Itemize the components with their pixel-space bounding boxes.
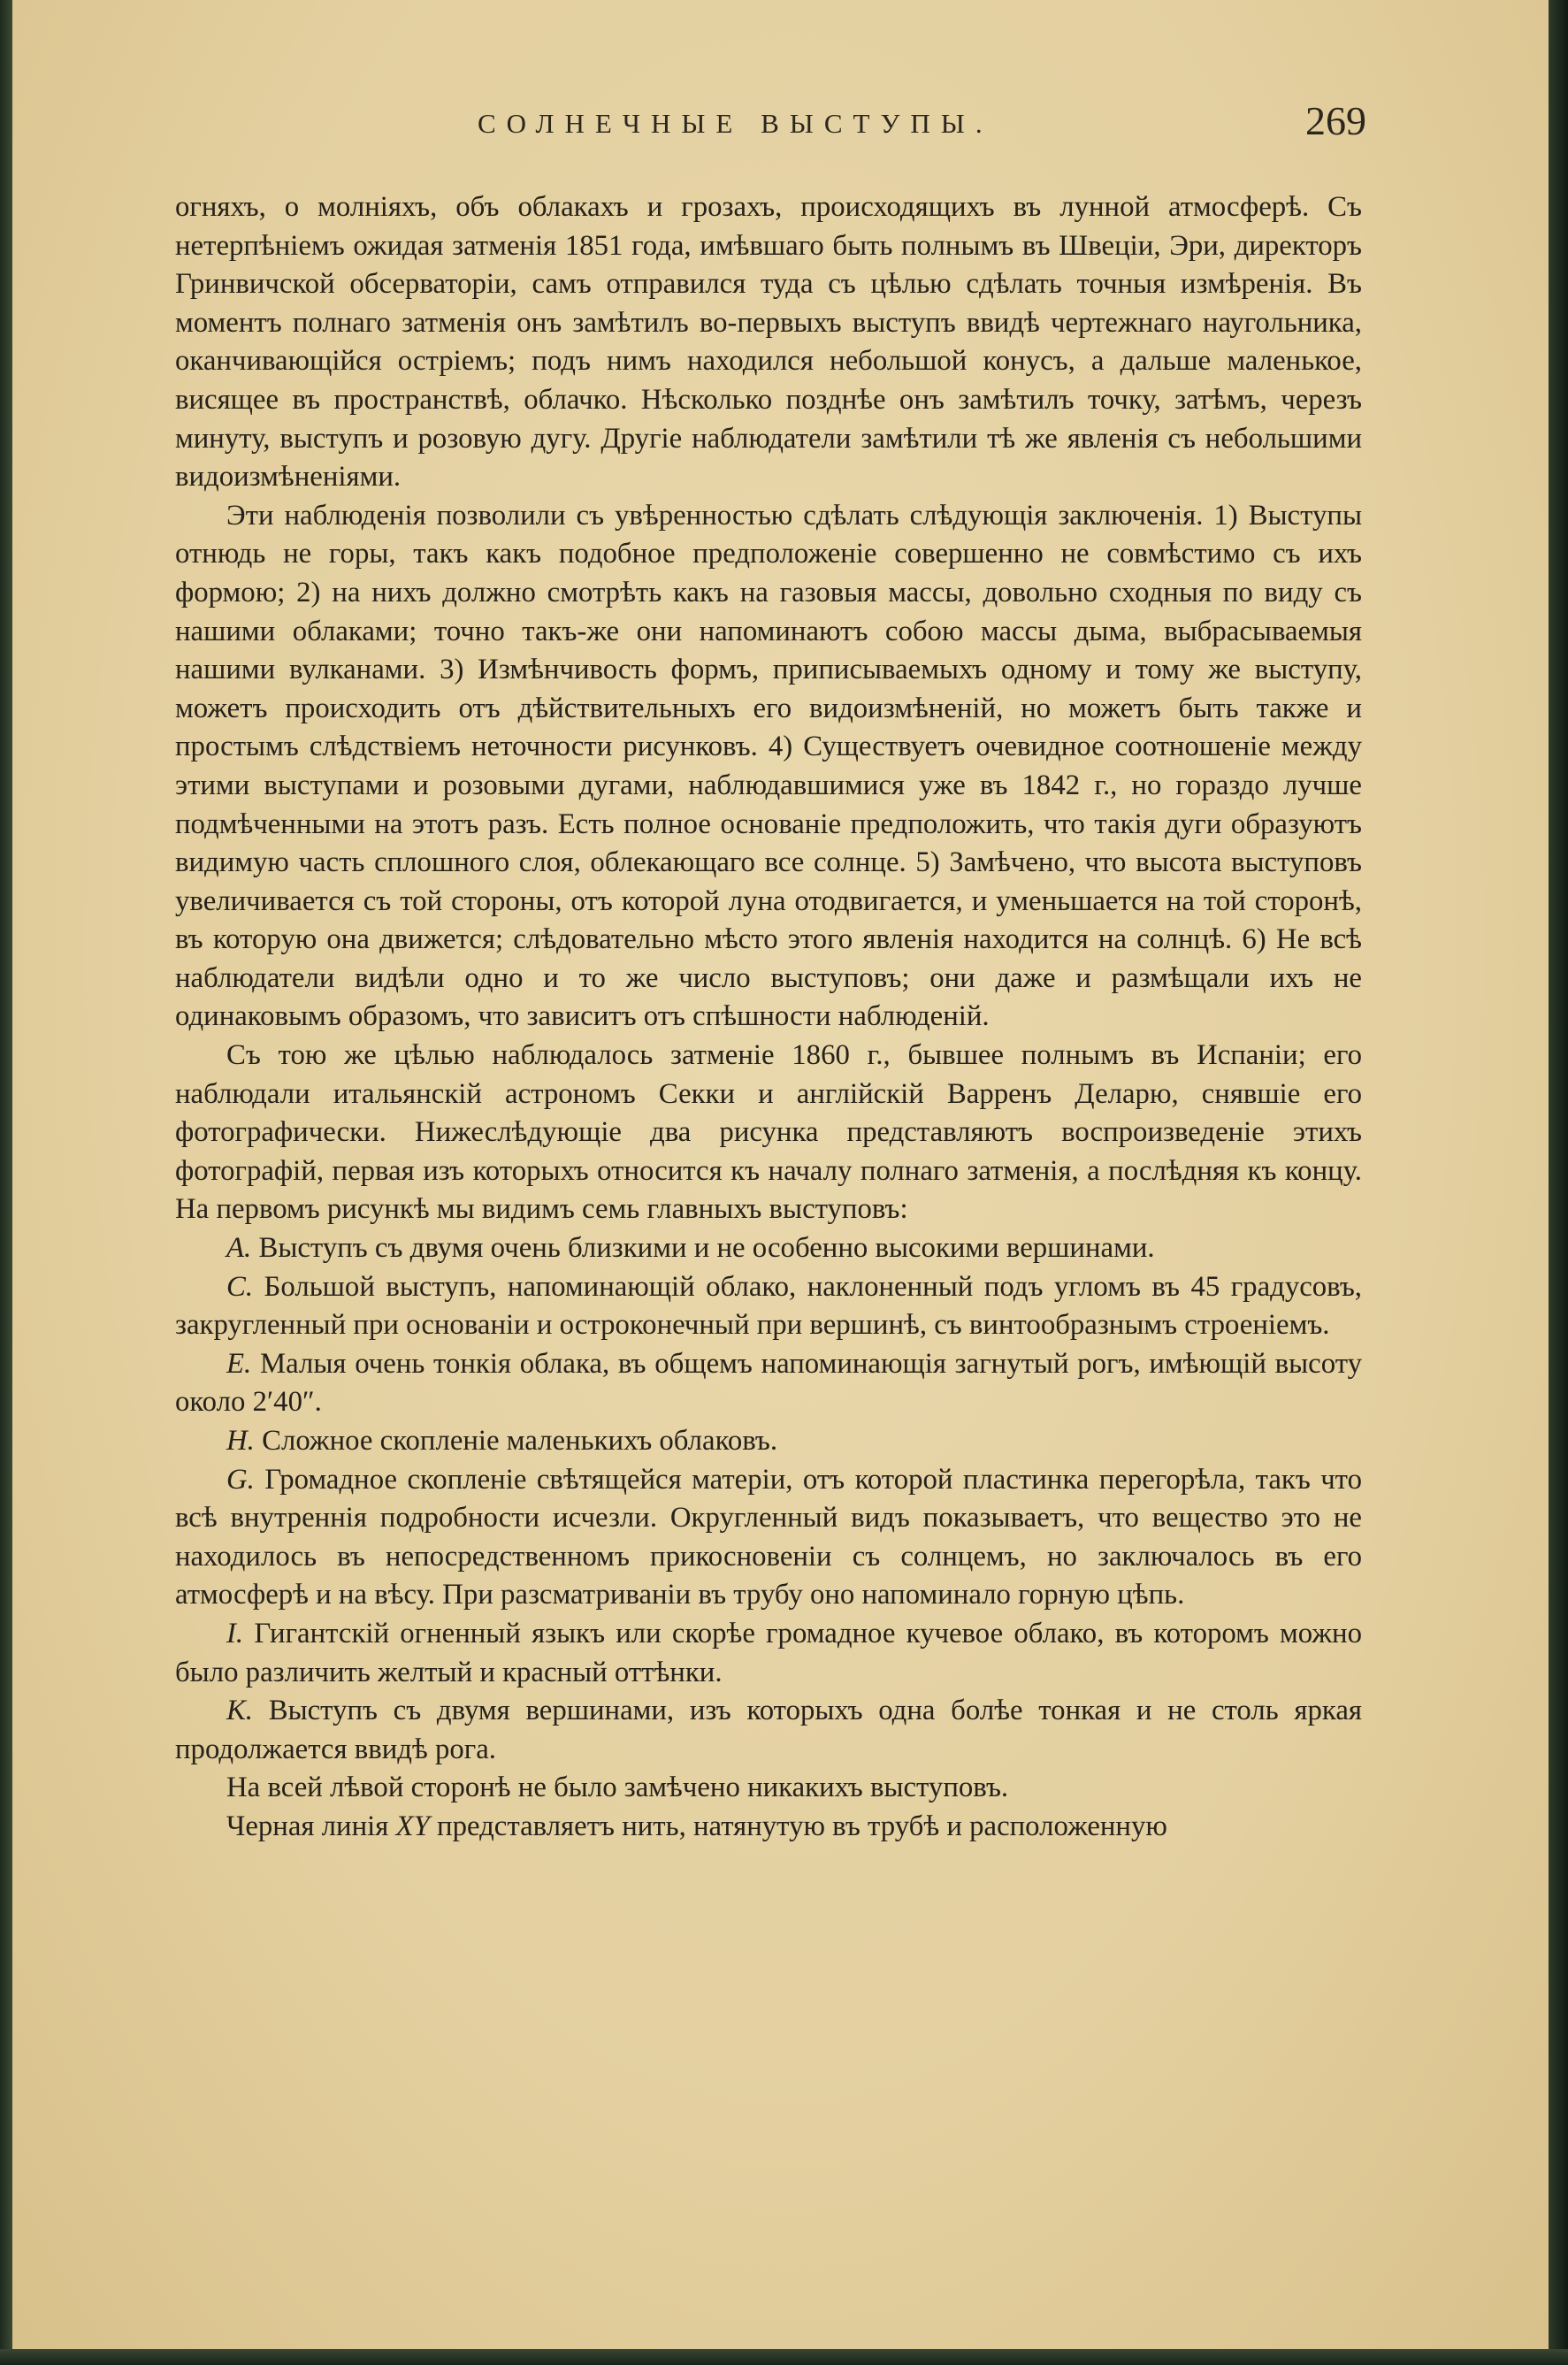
page-edge-left	[0, 0, 12, 2365]
entry-letter: G.	[226, 1463, 255, 1496]
line-text-start: Черная линія	[226, 1810, 389, 1842]
running-title: СОЛНЕЧНЫЕ ВЫСТУПЫ.	[478, 108, 993, 139]
entry-letter: А.	[226, 1232, 252, 1265]
paragraph-conclusions: Эти наблюденія позволили съ увѣренностью сдѣлать слѣдующія заключенія. 1) Выступы отнюдь не горы, такъ какъ подобное предположеніе совершенно не совмѣстимо съ ихъ формою; 2) на нихъ должно смотрѣть какъ на газовыя массы, довольно сходныя по виду съ нашими облаками; точно такъ-же они напоминаютъ собою массы дыма, выбрасываемыя нашими вулканами. 3) Измѣнчивость формъ, приписываемыхъ одному и тому же выступу, можетъ происходить отъ дѣйствительныхъ его видоизмѣненій, но можетъ быть также и простымъ слѣдствіемъ неточности рисунковъ. 4) Существуетъ очевидное соотношеніе между этими выступами и розовыми дугами, наблюдавшимися уже въ 1842 г., но гораздо лучше подмѣченными на этотъ разъ. Есть полное основаніе предположить, что такія дуги образуютъ видимую часть сплошного слоя, облекающаго все солнце. 5) Замѣчено, что высота выступовъ увеличивается съ той стороны, отъ которой луна отодвигается, и уменьшается на той сторонѣ, въ которую она движется; слѣдовательно мѣсто этого явленія находится на солнцѣ. 6) Не всѣ наблюдатели видѣли одно и то же число выступовъ; они даже и размѣщали ихъ не одинаковымъ образомъ, что зависитъ отъ спѣшности наблюденій.	[175, 499, 1362, 1033]
entry-text: Гигантскій огненный языкъ или скорѣе громадное кучевое облако, въ которомъ можно было различить желтый и красный оттѣнки.	[175, 1617, 1362, 1688]
entry-letter: Н.	[226, 1425, 255, 1457]
paragraph-black-line	[175, 1808, 1362, 1847]
page-number: 269	[1305, 98, 1366, 143]
entry-text: Выступъ съ двумя вершинами, изъ которыхъ одна болѣе тонкая и не столь яркая продолжается ввидѣ рога.	[175, 1695, 1362, 1765]
entry-c	[175, 1268, 1362, 1345]
entry-a	[175, 1229, 1362, 1268]
entry-text: Малыя очень тонкія облака, въ общемъ напоминающія загнутый рогъ, имѣющій высоту около 2′40″.	[175, 1347, 1362, 1419]
line-symbol: XY	[395, 1810, 430, 1842]
entry-g	[175, 1461, 1362, 1615]
entry-i	[175, 1615, 1362, 1692]
page-edge-bottom	[0, 2349, 1568, 2365]
paragraph-eclipse-1860: Съ тою же цѣлью наблюдалось затменіе 1860 г., бывшее полнымъ въ Испаніи; его наблюдали итальянскій астрономъ Секки и англійскій Варренъ Деларю, снявшіе его фотографически. Нижеслѣдующіе два рисунка представляютъ воспроизведеніе этихъ фотографій, первая изъ которыхъ относится къ началу полнаго затменія, а послѣдняя къ концу. На первомъ рисункѣ мы видимъ семь главныхъ выступовъ:	[175, 1039, 1362, 1226]
body-text	[175, 188, 1362, 1847]
entry-letter: С.	[226, 1270, 254, 1303]
entry-text: Громадное скопленіе свѣтящейся матеріи, отъ которой пластинка перегорѣла, такъ что всѣ внутреннія подробности исчезли. Округленный видъ показываетъ, что вещество это не находилось въ непосредственномъ прикосновеніи съ солнцемъ, но заключалось въ его атмосферѣ и на вѣсу. При разсматриваніи въ трубу оно напоминало горную цѣпь.	[175, 1463, 1362, 1611]
running-header	[172, 90, 1366, 152]
entry-text: Большой выступъ, напоминающій облако, наклоненный подъ угломъ въ 45 градусовъ, закругленный при основаніи и остроконечный при вершинѣ, съ винтообразнымъ строеніемъ.	[175, 1270, 1362, 1342]
entry-letter: Е.	[226, 1347, 252, 1380]
entry-text: Сложное скопленіе маленькихъ облаковъ.	[262, 1425, 778, 1457]
entry-text: Выступъ съ двумя очень близкими и не особенно высокими вершинами.	[258, 1232, 1155, 1265]
entry-letter: К.	[226, 1695, 253, 1727]
entry-e	[175, 1345, 1362, 1422]
paragraph-left-side: На всей лѣвой сторонѣ не было замѣчено никакихъ выступовъ.	[226, 1772, 1009, 1804]
entry-k	[175, 1692, 1362, 1769]
page-edge-right	[1549, 0, 1568, 2365]
entry-h	[175, 1422, 1362, 1461]
line-text-end: представляетъ нить, натянутую въ трубѣ и расположенную	[437, 1810, 1167, 1842]
entry-letter: I.	[226, 1617, 244, 1649]
paragraph-continued: огняхъ, о молніяхъ, объ облакахъ и грозахъ, происходящихъ въ лунной атмосферѣ. Съ нетерпѣніемъ ожидая затменія 1851 года, имѣвшаго быть полнымъ въ Швеціи, Эри, директоръ Гринвичской обсерваторіи, самъ отправился туда съ цѣлью сдѣлать точныя измѣренія. Въ моментъ полнаго затменія онъ замѣтилъ во-первыхъ выступъ ввидѣ чертежнаго наугольника, оканчивающійся остріемъ; подъ нимъ находился небольшой конусъ, а дальше маленькое, висящее въ пространствѣ, облачко. Нѣсколько позднѣе онъ замѣтилъ точку, затѣмъ, черезъ минуту, выступъ и розовую дугу. Другіе наблюдатели замѣтили тѣ же явленія съ небольшими видоизмѣненіями.	[175, 191, 1362, 494]
